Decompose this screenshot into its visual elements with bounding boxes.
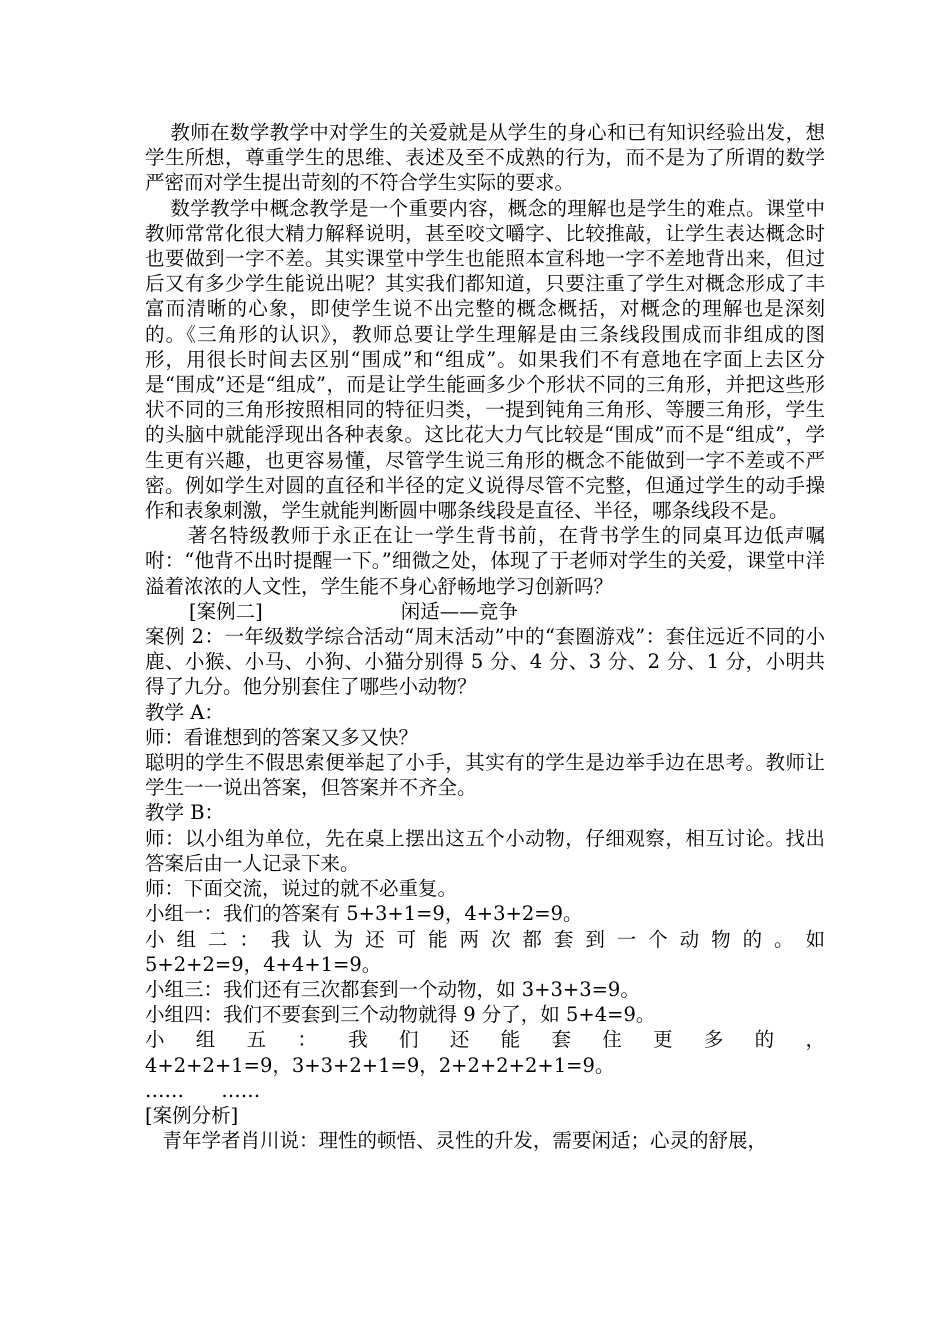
document-page <box>145 120 825 1153</box>
group-five-answer-line1: 小 组 五 ： 我 们 还 能 套 住 更 多 的 ， <box>145 1028 825 1052</box>
case-label: [案例二] <box>189 599 263 623</box>
teacher-question-a: 师：看谁想到的答案又多又快？ <box>145 725 419 749</box>
teaching-a-label: 教学 A： <box>145 700 224 724</box>
teacher-instruction-b2: 师：下面交流，说过的就不必重复。 <box>145 877 458 901</box>
teacher-instruction-b1: 师：以小组为单位，先在桌上摆出这五个小动物，仔细观察，相互讨论。找出答案后由一人记录下来。 <box>145 826 825 875</box>
group-three-answer: 小组三：我们还有三次都套到一个动物，如 3+3+3=9。 <box>145 977 640 1001</box>
paragraph-concept-teaching: 数学教学中概念教学是一个重要内容，概念的理解也是学生的难点。课堂中教师常常化很大精力解释说明，甚至咬文嚼字、比较推敲，让学生表达概念时也要做到一字不差。其实课堂中学生也能照本宣科地一字不差地背出来，但过后又有多少学生能说出呢？其实我们都知道，只要注重了学生对概念形成了丰富而清晰的心象，即使学生说不出完整的概念概括，对概念的理解也是深刻的。《三角形的认识》，教师总要让学生理解是由三条线段围成而非组成的图形，用很长时间去区别“围成”和“组成”。如果我们不有意地在字面上去区分是“围成”还是“组成”，而是让学生能画多少个形状不同的三角形，并把这些形状不同的三角形按照相同的特征归类，一提到钝角三角形、等腰三角形，学生的头脑中就能浮现出各种表象。这比花大力气比较是“围成”而不是“组成”，学生更有兴趣，也更容易懂，尽管学生说三角形的概念不能做到一字不差或不严密。例如学生对圆的直径和半径的定义说得尽管不完整，但通过学生的动手操作和表象刺激，学生就能判断圆中哪条线段是直径、半径，哪条线段不是。 <box>145 196 825 523</box>
group-five-answer-line2: 4+2+2+1=9，3+3+2+1=9，2+2+2+2+1=9。 <box>145 1053 615 1077</box>
paragraph-student-care: 教师在数学教学中对学生的关爱就是从学生的身心和已有知识经验出发，想学生所想，尊重学生的思维、表述及至不成熟的行为，而不是为了所谓的数学严密而对学生提出苛刻的不符合学生实际的要求。 <box>145 121 825 195</box>
group-two-answer-line2: 5+2+2=9，4+4+1=9。 <box>145 952 382 976</box>
students-response-a: 聪明的学生不假思索便举起了小手，其实有的学生是边举手边在思考。教师让学生一一说出答案，但答案并不齐全。 <box>145 751 825 800</box>
case-title: 闲适——竞争 <box>400 599 518 623</box>
paragraph-famous-teacher: 著名特级教师于永正在让一学生背书前，在背书学生的同桌耳边低声嘱咐：“他背不出时提醒一下。”细微之处，体现了于老师对学生的关爱，课堂中洋溢着浓浓的人文性，学生能不身心舒畅地学习创新吗？ <box>145 524 825 598</box>
case-analysis-label: [案例分析] <box>145 1103 239 1127</box>
case2-intro: 案例 2：一年级数学综合活动“周末活动”中的“套圈游戏”：套住远近不同的小鹿、小猴、小马、小狗、小猫分别得 5 分、4 分、3 分、2 分、1 分，小明共得了九分。他分别套住了哪些小动物？ <box>145 625 825 699</box>
case-heading <box>145 599 825 624</box>
ellipsis-line: …… …… <box>145 1078 261 1102</box>
teaching-b-label: 教学 B： <box>145 801 225 825</box>
paragraph-analysis: 青年学者肖川说：理性的顿悟、灵性的升发，需要闲适；心灵的舒展， <box>162 1129 768 1153</box>
group-one-answer: 小组一：我们的答案有 5+3+1=9，4+3+2=9。 <box>145 902 583 926</box>
group-four-answer: 小组四：我们不要套到三个动物就得 9 分了，如 5+4=9。 <box>145 1003 656 1027</box>
group-two-answer-line1: 小 组 二 ： 我 认 为 还 可 能 两 次 都 套 到 一 个 动 物 的 。 如 <box>145 927 825 951</box>
